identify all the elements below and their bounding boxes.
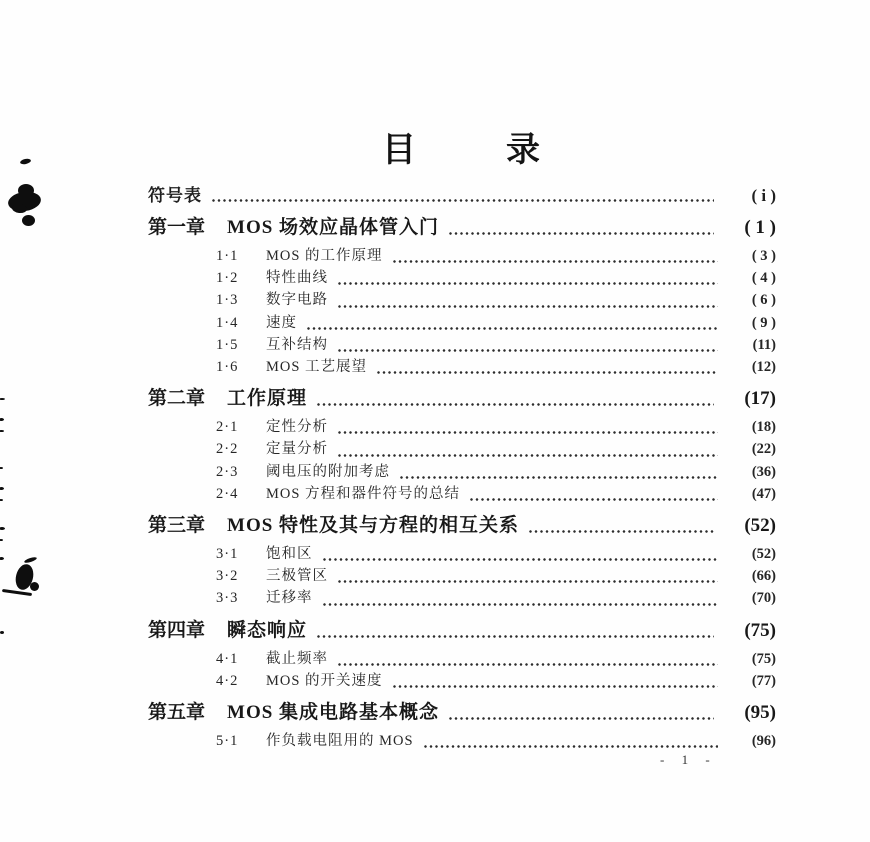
entry-number: 4·2: [216, 672, 239, 689]
ink-mark: [0, 467, 3, 469]
entry-title: 数字电路: [266, 292, 328, 309]
entry-number: 1·5: [216, 336, 239, 353]
entry-page: (77): [751, 672, 776, 689]
entry-page: (52): [744, 515, 776, 537]
entry-title: 三极管区: [266, 568, 328, 585]
entry-page: (95): [744, 702, 776, 724]
dot-leader: [393, 260, 718, 263]
ink-mark: [0, 499, 3, 501]
entry-page: ( i ): [751, 186, 776, 205]
toc-entry: [148, 565, 776, 587]
entry-number: 3·2: [216, 568, 239, 585]
entry-page: (75): [744, 619, 776, 641]
dot-leader: [338, 349, 718, 352]
entry-number: 第五章: [148, 702, 206, 724]
toc-entry: [148, 289, 776, 311]
ink-mark: [0, 418, 4, 421]
dot-leader: [470, 498, 718, 501]
toc-list: [148, 180, 776, 752]
entry-page: (70): [751, 590, 776, 607]
entry-number: 3·3: [216, 590, 239, 607]
ink-mark: [0, 487, 4, 490]
toc-entry: [148, 648, 776, 670]
entry-title: MOS 方程和器件符号的总结: [266, 485, 461, 502]
dot-leader: [377, 371, 718, 374]
dot-leader: [338, 663, 718, 666]
entry-title: MOS 特性及其与方程的相互关系: [227, 515, 520, 537]
toc-entry: [148, 267, 776, 289]
dot-leader: [400, 476, 718, 479]
entry-title: MOS 工艺展望: [266, 359, 368, 376]
entry-page: (17): [744, 388, 776, 410]
entry-title: 工作原理: [227, 388, 308, 410]
entry-page: (18): [751, 419, 776, 436]
dot-leader: [393, 685, 718, 688]
entry-number: 1·1: [216, 248, 239, 264]
toc-entry: [148, 416, 776, 438]
toc-entry: [148, 700, 776, 725]
dot-leader: [424, 745, 718, 748]
dot-leader: [323, 558, 719, 561]
toc-entry: [148, 312, 776, 334]
entry-page: ( 3 ): [751, 248, 776, 264]
dot-leader: [338, 454, 718, 457]
entry-number: 2·3: [216, 463, 239, 480]
toc-entry: [148, 587, 776, 609]
entry-number: 2·1: [216, 419, 239, 436]
entry-page: (11): [752, 336, 776, 353]
ink-smudge: [20, 158, 32, 165]
entry-number: 1·4: [216, 314, 239, 331]
dot-leader: [338, 282, 718, 285]
entry-number: 2·2: [216, 441, 239, 458]
entry-number: 4·1: [216, 650, 239, 667]
entry-title: 瞬态响应: [227, 619, 308, 641]
entry-title: MOS 的工作原理: [266, 248, 383, 264]
entry-title: 特性曲线: [266, 270, 328, 287]
toc-entry: [148, 670, 776, 692]
entry-title: 定量分析: [266, 441, 328, 458]
entry-number: 第二章: [148, 388, 206, 410]
entry-number: 3·1: [216, 546, 239, 563]
entry-number: 1·3: [216, 292, 239, 309]
entry-page: (52): [751, 546, 776, 563]
entry-page: (96): [751, 733, 776, 750]
dot-leader: [212, 199, 714, 202]
page-title: [148, 122, 776, 171]
toc-entry: [148, 618, 776, 643]
entry-number: 第一章: [148, 217, 206, 238]
toc-entry: [148, 483, 776, 505]
entry-number: 第四章: [148, 619, 206, 641]
ink-mark: [0, 527, 5, 530]
title-char-left: 目: [382, 132, 418, 169]
entry-number: 1·6: [216, 359, 239, 376]
ink-smudge: [6, 184, 50, 232]
entry-title: 作负载电阻用的 MOS: [266, 733, 414, 750]
toc-entry: [148, 543, 776, 565]
dot-leader: [338, 580, 718, 583]
ink-mark: [0, 430, 4, 432]
entry-page: ( 4 ): [751, 270, 776, 287]
entry-page: (75): [751, 650, 776, 667]
toc-entry: [148, 386, 776, 411]
entry-number: 1·2: [216, 270, 239, 287]
dot-leader: [338, 431, 718, 434]
dot-leader: [338, 305, 718, 308]
entry-title: 阈电压的附加考虑: [266, 463, 390, 480]
ink-mark: [0, 539, 3, 541]
entry-title: 迁移率: [266, 590, 313, 607]
toc-entry: [148, 334, 776, 356]
toc-entry: [148, 438, 776, 460]
entry-title: MOS 集成电路基本概念: [227, 702, 440, 724]
entry-page: ( 1 ): [744, 217, 776, 238]
entry-page: ( 6 ): [751, 292, 776, 309]
entry-title: 符号表: [148, 186, 202, 205]
dot-leader: [449, 717, 714, 720]
ink-smudge: [6, 558, 46, 604]
toc-entry: [148, 356, 776, 378]
page-number-footer: - 1 -: [660, 752, 717, 767]
ink-mark: [0, 398, 5, 400]
ink-mark: [0, 557, 4, 560]
toc-entry: [148, 245, 776, 267]
entry-page: (22): [751, 441, 776, 458]
title-char-right: 录: [506, 132, 542, 169]
dot-leader: [317, 403, 714, 406]
toc-entry: [148, 215, 776, 240]
entry-page: (66): [751, 568, 776, 585]
entry-number: 2·4: [216, 485, 239, 502]
dot-leader: [317, 635, 714, 638]
entry-page: (36): [751, 463, 776, 480]
dot-leader: [307, 327, 718, 330]
entry-page: (47): [751, 485, 776, 502]
entry-number: 第三章: [148, 515, 206, 537]
dot-leader: [449, 232, 714, 235]
entry-title: 截止频率: [266, 650, 328, 667]
entry-title: 速度: [266, 314, 297, 331]
dot-leader: [323, 603, 719, 606]
entry-title: 互补结构: [266, 336, 328, 353]
entry-title: 定性分析: [266, 419, 328, 436]
toc-entry: [148, 185, 776, 207]
entry-title: MOS 的开关速度: [266, 672, 383, 689]
dot-leader: [529, 530, 714, 533]
entry-page: ( 9 ): [751, 314, 776, 331]
toc-entry: [148, 730, 776, 752]
entry-page: (12): [751, 359, 776, 376]
toc-entry: [148, 461, 776, 483]
entry-title: 饱和区: [266, 546, 313, 563]
entry-title: MOS 场效应晶体管入门: [227, 217, 440, 238]
ink-mark: [0, 631, 4, 634]
toc-entry: [148, 513, 776, 538]
entry-number: 5·1: [216, 733, 239, 750]
